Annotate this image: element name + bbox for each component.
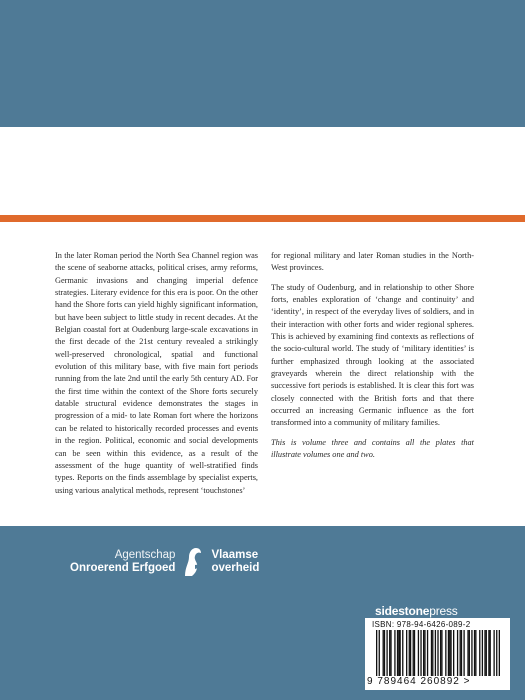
barcode-bar	[493, 630, 494, 676]
barcode-bar	[402, 630, 403, 676]
barcode-bar	[448, 630, 449, 676]
barcode-bar	[389, 630, 390, 676]
barcode-bar	[450, 630, 451, 676]
barcode-digits: 9 789464 260892 >	[367, 676, 471, 687]
blurb-continuation: for regional military and later Roman studies in the North-West provinces.	[271, 251, 474, 273]
barcode-bar	[418, 630, 419, 676]
barcode-bar	[463, 630, 464, 676]
barcode-bar	[376, 630, 377, 676]
barcode-bar	[457, 630, 458, 676]
barcode-bar	[420, 630, 421, 676]
barcode-bar	[474, 630, 475, 676]
agency-line-2: Onroerend Erfgoed	[70, 562, 176, 574]
barcode-bar	[471, 630, 472, 676]
barcode-bar	[486, 630, 487, 676]
barcode-bar	[469, 630, 470, 676]
barcode-bar	[409, 630, 410, 676]
agency-name	[70, 549, 175, 575]
flemish-lion-icon	[181, 545, 205, 579]
barcode-bar	[479, 630, 480, 676]
top-color-band	[0, 0, 525, 127]
left-column	[55, 250, 258, 504]
barcode-bar	[383, 630, 384, 676]
barcode-bars	[376, 630, 500, 676]
barcode-bar	[414, 630, 415, 676]
barcode-bar	[488, 630, 489, 676]
blurb-paragraph-1: In the later Roman period the North Sea Channel region was the scene of seaborne attacks, political crises, army reforms, Germanic invasions and changing imperial defence strategies. Literary evidence for this era is poor. On the other hand the Shore forts can yield highly significant information, but have been subject to little study in recent decades. At the Belgian coastal fort at Oudenburg large-scale excavations in the first decade of the 21st century revealed a strikingly well-preserved chronological, spatial and functional evolution of this military base, with five main fort periods running from the late 2nd until the early 5th century AD. For the first time within the context of the Shore forts securely datable structural evidence demonstrates the stages in progression of a mid- to late Roman fort where the horizons can be related to historically recorded processes and events in the region. Political, economic and social developments can be seen within this evidence, as a result of the assessment of the huge quantity of well-stratified finds types. Reports on the finds assemblage by specialist experts, using various analytical methods, represent ‘touchstones’	[55, 251, 258, 495]
barcode-bar	[467, 630, 468, 676]
blurb-paragraph-2: The study of Oudenburg, and in relationship to other Shore forts, enables exploration of ‘change and continuity’ and ‘identity’, in respect of the everyday lives of soldiers, and in their interaction with other forts and wider regional spheres. This is achieved by examining find contexts as reflections of the socio-cultural world. The study of ‘military identities’ is further emphasized through looking at the associated graveyards wherein the direct relationship with the successive fort periods is established. It is clear this fort was closely connected with the British forts and that there occurred an increasing Germanic influence as the fort transformed into a community of military families.	[271, 282, 474, 428]
orange-divider	[0, 215, 525, 222]
barcode-bar	[397, 630, 398, 676]
volume-note: This is volume three and contains all the plates that illustrate volumes one and two.	[271, 437, 474, 460]
barcode-bar	[413, 630, 414, 676]
barcode-bar	[461, 630, 462, 676]
barcode-bar	[445, 630, 446, 676]
barcode-bar	[437, 630, 438, 676]
barcode-bar	[484, 630, 485, 676]
barcode-bar	[384, 630, 385, 676]
barcode-bar	[410, 630, 411, 676]
barcode-bar	[496, 630, 497, 676]
government-line-1: Vlaamse	[211, 549, 259, 561]
barcode-bar	[386, 630, 387, 676]
barcode-bar	[424, 630, 425, 676]
barcode-bar	[440, 630, 441, 676]
blurb-area	[0, 222, 525, 526]
barcode-bar	[431, 630, 432, 676]
barcode-bar	[475, 630, 476, 676]
publisher-bold: sidestone	[375, 604, 430, 618]
barcode-bar	[453, 630, 454, 676]
barcode-bar	[423, 630, 424, 676]
barcode-bar	[406, 630, 407, 676]
barcode-bar	[435, 630, 436, 676]
government-line-2: overheid	[211, 562, 260, 574]
agency-logo	[70, 545, 259, 579]
barcode-bar	[398, 630, 399, 676]
publisher-logo	[375, 604, 458, 618]
barcode-bar	[432, 630, 433, 676]
agency-line-1: Agentschap	[114, 549, 176, 561]
government-name	[211, 549, 259, 575]
publisher-regular: press	[429, 604, 458, 618]
barcode-bar	[460, 630, 461, 676]
barcode-bar	[427, 630, 428, 676]
right-column	[271, 250, 474, 469]
barcode-bar	[390, 630, 391, 676]
barcode-bar	[490, 630, 491, 676]
isbn-text: ISBN: 978-94-6426-089-2	[372, 620, 471, 629]
barcode-bar	[499, 630, 500, 676]
barcode-bar	[394, 630, 395, 676]
barcode-bar	[482, 630, 483, 676]
barcode-bar	[399, 630, 400, 676]
barcode-bar	[379, 630, 380, 676]
barcode-label	[365, 618, 510, 690]
barcode-bar	[441, 630, 442, 676]
barcode-bar	[449, 630, 450, 676]
